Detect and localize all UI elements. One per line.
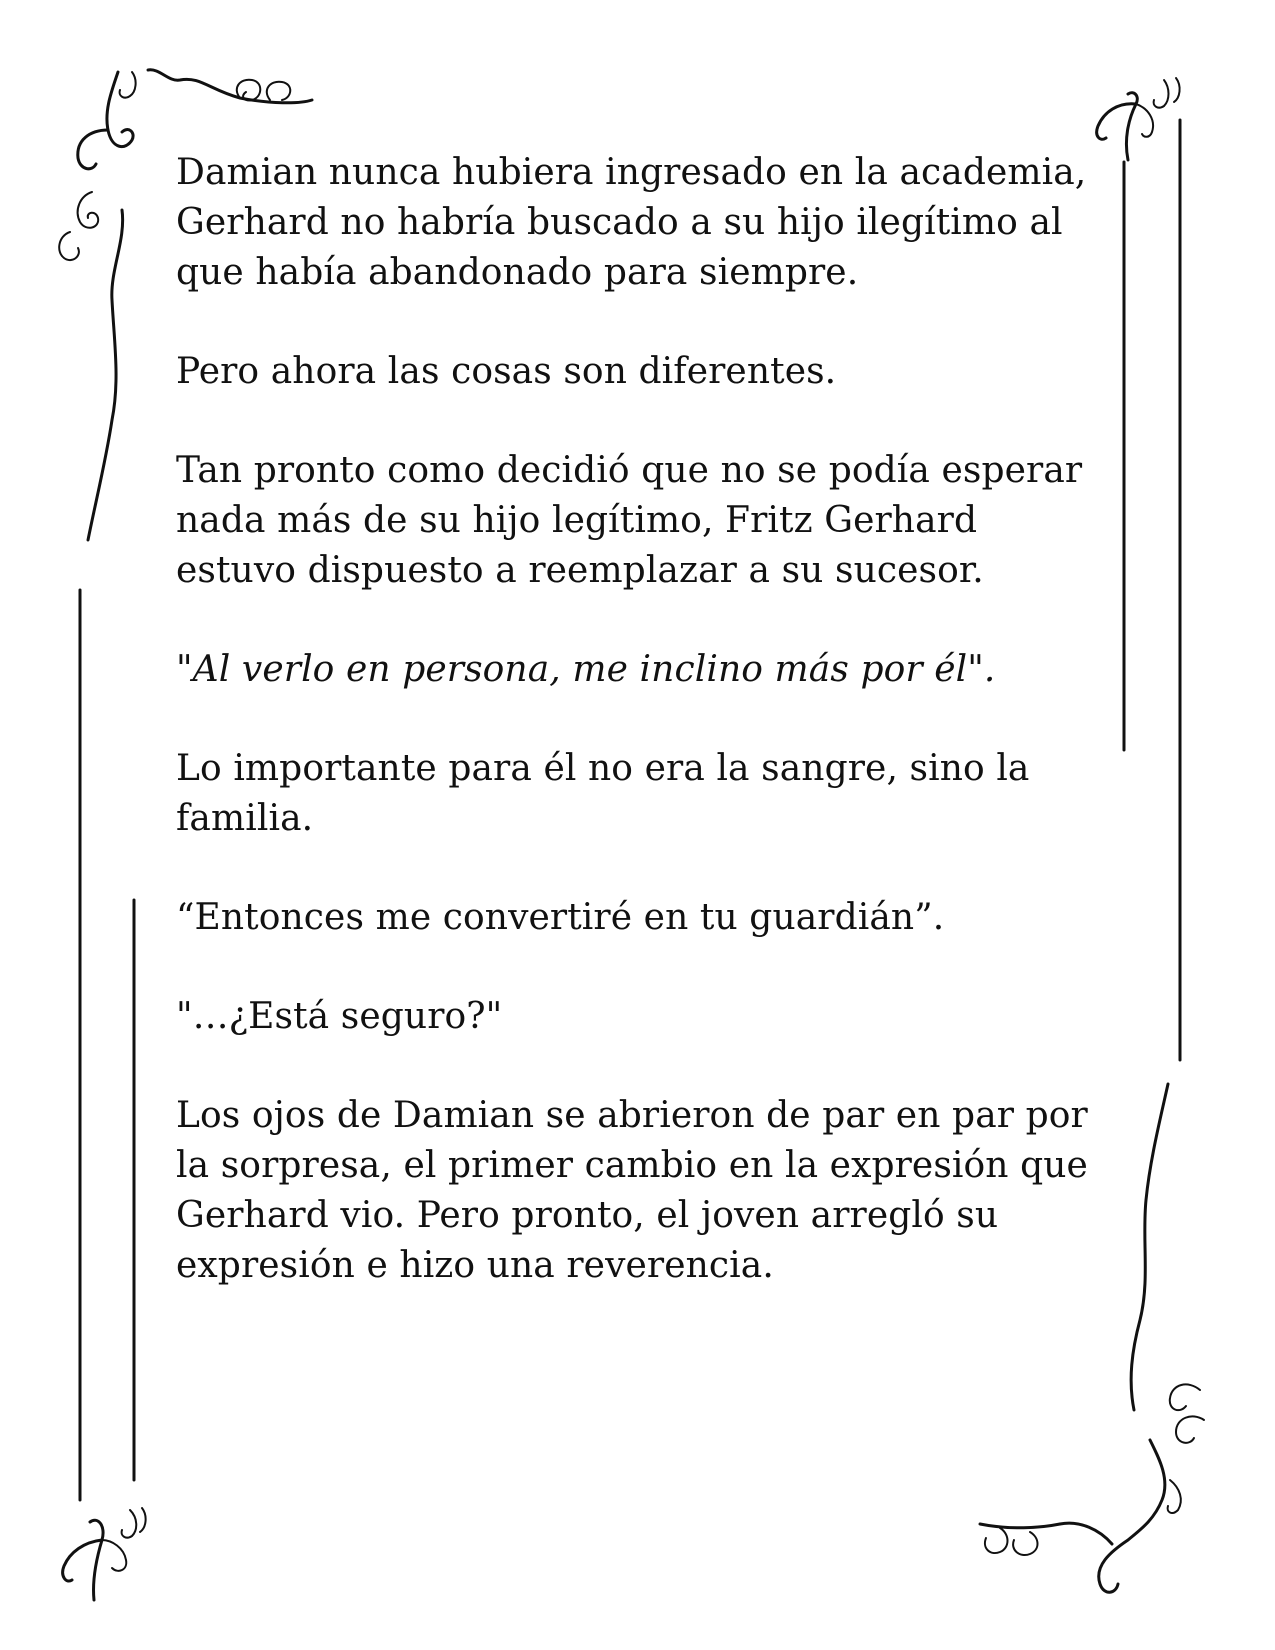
flourish-bottom-left-icon bbox=[63, 1508, 146, 1600]
border-line-left-icon bbox=[80, 590, 134, 1500]
paragraph: Pero ahora las cosas son diferentes. bbox=[176, 351, 837, 392]
paragraph: Los ojos de Damian se abrieron de par en par por la sorpresa, el primer cambio en la expresión que Gerhard vio. Pero pronto, el joven arregló su expresión e hizo una reverencia. bbox=[176, 1095, 1088, 1286]
dialogue-paragraph: "…¿Está seguro?" bbox=[176, 996, 503, 1037]
paragraph: Lo importante para él no era la sangre, sino la familia. bbox=[176, 748, 1030, 839]
document-body bbox=[176, 148, 1106, 1340]
quote-paragraph: "Al verlo en persona, me inclino más por él". bbox=[176, 649, 996, 690]
paragraph: Damian nunca hubiera ingresado en la academia, Gerhard no habría buscado a su hijo ilegítimo al que había abandonado para siempre. bbox=[176, 152, 1087, 293]
paragraph: Tan pronto como decidió que no se podía esperar nada más de su hijo legítimo, Fritz Gerhard estuvo dispuesto a reemplazar a su sucesor. bbox=[176, 450, 1083, 591]
flourish-top-right-icon bbox=[1097, 78, 1180, 160]
dialogue-paragraph: “Entonces me convertiré en tu guardián”. bbox=[176, 897, 945, 938]
border-line-right-icon bbox=[1124, 120, 1180, 1060]
